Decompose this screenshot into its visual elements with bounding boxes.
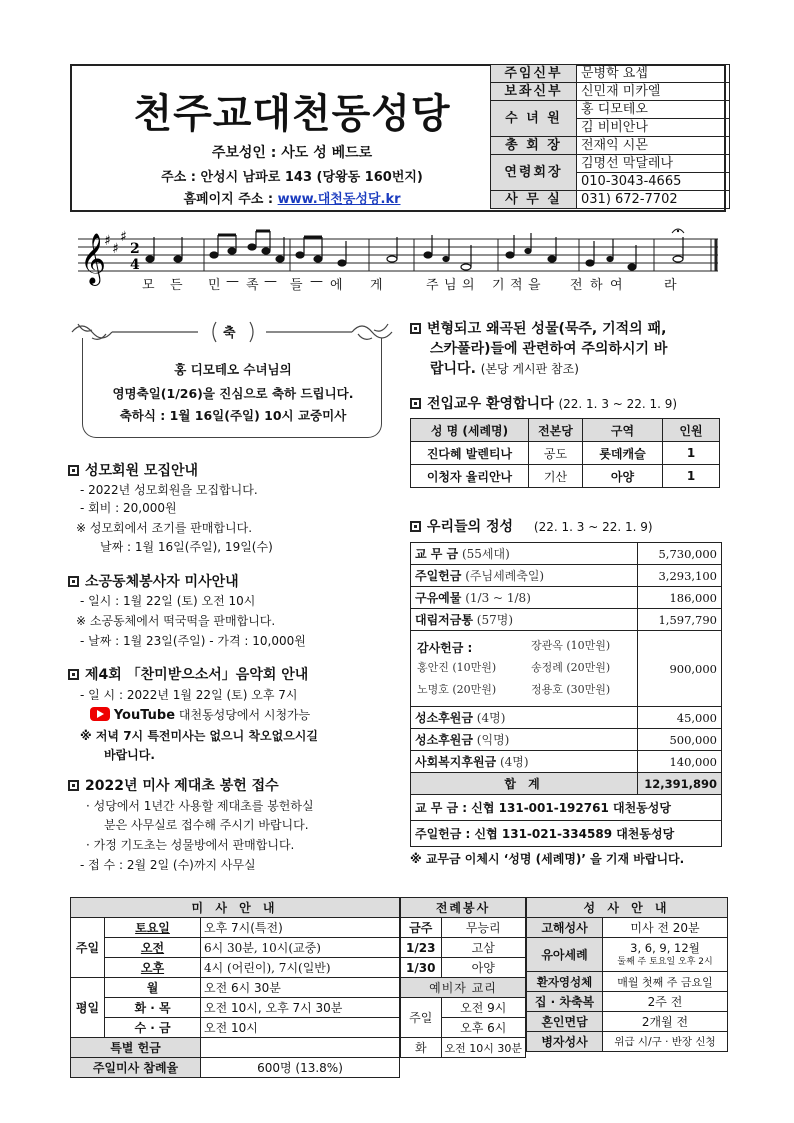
thanks-cell (411, 631, 638, 707)
table-row (411, 821, 722, 847)
offering-label-cell (411, 609, 638, 631)
offerings-period: (22. 1. 3 ~ 22. 1. 9) (533, 520, 653, 534)
sacrament-info: 3, 6, 9, 12월 (630, 940, 700, 955)
table-header: 전본당 (529, 419, 583, 442)
attendance-value: 600명 (13.8%) (201, 1058, 400, 1078)
treble-clef-icon: 𝄞 (80, 233, 107, 284)
table-cell: 기산 (529, 465, 583, 488)
offering-label: 교 무 금 (415, 547, 459, 561)
square-bullet-icon (68, 669, 79, 680)
square-bullet-icon (410, 323, 421, 334)
total-amount: 12,391,890 (638, 773, 722, 795)
table-row (411, 565, 722, 587)
table-row (411, 773, 722, 795)
section-concert (68, 664, 308, 684)
table-cell: 1 (663, 442, 720, 465)
mass-day: 화 · 목 (105, 998, 201, 1018)
altar-area: 고삼 (441, 938, 526, 958)
lyric-syllable: 기 (492, 278, 505, 293)
lyric-syllable: 을 (528, 278, 541, 293)
staff-role: 주임신부 (491, 65, 577, 83)
lyric-syllable: 라 (664, 278, 677, 293)
homepage (92, 188, 492, 207)
concert-note: ※ 저녁 7시 특전미사는 없으니 착오없으시길 (80, 729, 318, 743)
table-cell: 아양 (583, 465, 663, 488)
staff-role: 수 녀 원 (491, 101, 577, 137)
staff-phone: 010-3043-4665 (577, 173, 730, 191)
special-offering-value (201, 1038, 400, 1058)
altar-title: 전례봉사 (401, 898, 526, 918)
table-row (411, 587, 722, 609)
table-header: 성 명 (세례명) (411, 419, 529, 442)
catechist-day: 주일 (401, 998, 442, 1038)
section-title: 제4회 「찬미받으소서」음악회 안내 (85, 667, 309, 683)
catechist-title: 예비자 교리 (401, 978, 526, 998)
sacrament-name: 유아세례 (527, 938, 603, 972)
offering-label: 구유예물 (415, 591, 462, 605)
table-row (411, 465, 720, 488)
offering-sub: (4명) (499, 755, 529, 769)
list-item: - 2022년 성모회원을 모집합니다. (80, 483, 258, 497)
svg-text:4: 4 (130, 257, 140, 273)
sacrament-name: 환자영성체 (527, 972, 603, 992)
lyric-syllable: 적 (510, 278, 523, 293)
mass-time: 6시 30분, 10시(교중) (201, 938, 400, 958)
congrats-badge: 축 (223, 326, 236, 341)
svg-text:♯: ♯ (112, 241, 119, 257)
sacrament-name: 혼인면담 (527, 1012, 603, 1032)
offering-amount: 900,000 (638, 631, 722, 707)
offering-amount: 3,293,100 (638, 565, 722, 587)
table-row (411, 631, 722, 707)
svg-text:2: 2 (130, 241, 140, 257)
altar-service-table (400, 897, 526, 1058)
offering-sub: (55세대) (461, 547, 510, 561)
youtube-label: YouTube (113, 708, 176, 723)
offering-amount: 1,597,790 (638, 609, 722, 631)
special-offering-label: 특별 헌금 (71, 1038, 201, 1058)
square-bullet-icon (410, 521, 421, 532)
sacrament-info-sub: 둘째 주 토요일 오후 2시 (617, 956, 713, 967)
staff-name: 신민재 미카엘 (577, 83, 730, 101)
mass-time: 오전 10시 (201, 1018, 400, 1038)
catechist-time: 오전 9시 (441, 998, 526, 1018)
church-name: 천주교대천동성당 (133, 90, 451, 137)
account-info: 주일헌금 : 신협 131-021-334589 대천동성당 (411, 821, 722, 847)
staff-role: 연령회장 (491, 155, 577, 191)
table-row (411, 609, 722, 631)
congrats-line-1: 홍 디모테오 수녀님의 (174, 362, 292, 377)
lyric-syllable: — (226, 274, 239, 289)
table-header: 구역 (583, 419, 663, 442)
square-bullet-icon (68, 780, 79, 791)
lyric-syllable: 들 (290, 278, 303, 293)
section-title: 소공동체봉사자 미사안내 (85, 574, 239, 590)
sacrament-name: 고해성사 (527, 918, 603, 938)
table-row (411, 729, 722, 751)
table-cell: 진다혜 발렌티나 (411, 442, 529, 465)
list-item: - 날짜 : 1월 23일(주일) - 가격 : 10,000원 (80, 634, 306, 648)
lyric-syllable: 에 (330, 278, 343, 293)
staff-name: 문병학 요셉 (577, 65, 730, 83)
newcomers-period: (22. 1. 3 ~ 22. 1. 9) (558, 397, 678, 411)
newcomers-table (410, 418, 720, 488)
offering-label: 주일헌금 (415, 569, 462, 583)
offering-sub: (주님세례축일) (465, 569, 545, 583)
mass-time: 오전 10시, 오후 7시 30분 (201, 998, 400, 1018)
account-note: ※ 교무금 이체시 ‘성명 (세례명)’ 을 기재 바랍니다. (410, 852, 685, 866)
mass-time: 오후 7시(특전) (201, 918, 400, 938)
offering-label-cell (411, 587, 638, 609)
offering-label: 대림저금통 (415, 613, 473, 627)
list-item: 날짜 : 1월 16일(주일), 19일(수) (100, 540, 273, 554)
mass-day: 토요일 (105, 918, 201, 938)
mass-title: 미 사 안 내 (71, 898, 400, 918)
list-item: · 성당에서 1년간 사용할 제대초를 봉헌하실 (86, 799, 314, 813)
section-newcomers (410, 393, 677, 413)
mass-time: 4시 (어린이), 7시(일반) (201, 958, 400, 978)
donor-name: 홍안진 (10만원) (417, 661, 497, 674)
staff-name: 김명선 막달레나 (577, 155, 730, 173)
congrats-line-3: 축하식 : 1월 16일(주일) 10시 교중미사 (119, 408, 347, 423)
list-item: - 일 시 : 2022년 1월 22일 (토) 오후 7시 (80, 688, 298, 702)
table-cell: 공도 (529, 442, 583, 465)
donor-name: 정용호 (30만원) (531, 683, 611, 696)
office-phone: 031) 672-7702 (577, 191, 730, 209)
sacrament-name: 병자성사 (527, 1032, 603, 1052)
section-title: 2022년 미사 제대초 봉헌 접수 (85, 778, 279, 794)
list-item: ※ 성모회에서 조기를 판매합니다. (76, 521, 253, 535)
mass-time: 오전 6시 30분 (201, 978, 400, 998)
table-row (411, 543, 722, 565)
svg-text:♯: ♯ (104, 233, 111, 249)
offering-sub: (4명) (476, 711, 506, 725)
section-offerings (410, 516, 653, 536)
total-label: 합 계 (411, 773, 638, 795)
mass-day: 수 · 금 (105, 1018, 201, 1038)
sacrament-info: 2개월 전 (603, 1012, 728, 1032)
altar-date: 1/23 (401, 938, 442, 958)
offering-amount: 5,730,000 (638, 543, 722, 565)
lyric-syllable: 족 (246, 278, 259, 293)
donor-name: 노명호 (20만원) (417, 683, 497, 696)
patron-saint: 주보성인 : 사도 성 베드로 (211, 145, 373, 161)
mass-day: 오후 (105, 958, 201, 978)
sacrament-info: 위급 시/구 · 반장 신청 (603, 1032, 728, 1052)
staff-name: 김 비비안나 (577, 119, 730, 137)
mass-day: 월 (105, 978, 201, 998)
offering-amount: 45,000 (638, 707, 722, 729)
staff-name: 홍 디모테오 (577, 101, 730, 119)
warning-line-3 (430, 358, 579, 378)
offering-label-cell (411, 751, 638, 773)
offering-label: 사회복지후원금 (415, 755, 497, 769)
offering-label: 성소후원금 (415, 711, 473, 725)
section-title: 전입교우 환영합니다 (427, 396, 554, 412)
table-header: 인원 (663, 419, 720, 442)
sacrament-info: 2주 전 (603, 992, 728, 1012)
offering-sub: (1/3 ~ 1/8) (465, 591, 531, 605)
catechist-day: 화 (401, 1038, 442, 1058)
staff-role: 사 무 실 (491, 191, 577, 209)
warning-sub: (본당 게시판 참조) (480, 362, 579, 376)
mass-weekday-label: 평일 (71, 978, 105, 1038)
lyric-syllable: 든 (170, 278, 183, 293)
sacraments-table (526, 897, 728, 1052)
offering-label-cell (411, 707, 638, 729)
lyric-syllable: 님 (444, 278, 457, 293)
warning-text: 랍니다. (430, 361, 476, 377)
list-item: - 일시 : 1월 22일 (토) 오전 10시 (80, 594, 256, 608)
section-warning (410, 318, 666, 338)
list-item: - 접 수 : 2월 2일 (수)까지 사무실 (80, 858, 256, 872)
congrats-line-2: 영명축일(1/26)을 진심으로 축하 드립니다. (112, 386, 354, 401)
catechist-time: 오후 6시 (441, 1018, 526, 1038)
mass-day: 오전 (105, 938, 201, 958)
list-item: 분은 사무실로 접수해 주시기 바랍니다. (104, 818, 309, 832)
sacrament-info: 매월 첫째 주 금요일 (603, 972, 728, 992)
table-cell: 1 (663, 465, 720, 488)
lyric-syllable: — (310, 274, 323, 289)
address: 주소 : 안성시 남파로 143 (당왕동 160번지) (161, 170, 423, 185)
table-row (411, 707, 722, 729)
catechist-time: 오전 10시 30분 (441, 1038, 526, 1058)
homepage-link[interactable]: www.대천동성당.kr (277, 192, 401, 207)
donor-name: 송정례 (20만원) (531, 661, 611, 674)
account-info: 교 무 금 : 신협 131-001-192761 대천동성당 (411, 795, 722, 821)
mass-sunday-label: 주일 (71, 918, 105, 978)
offering-label: 성소후원금 (415, 733, 473, 747)
sacrament-name: 집 · 차축복 (527, 992, 603, 1012)
concert-note: 바랍니다. (104, 748, 155, 762)
lyric-syllable: 모 (142, 278, 155, 293)
list-item: ※ 소공동체에서 떡국떡을 판매합니다. (76, 614, 276, 628)
list-item: · 가정 기도초는 성물방에서 판매합니다. (86, 838, 295, 852)
staff-role: 보좌신부 (491, 83, 577, 101)
lyric-syllable: 하 (590, 278, 603, 293)
staff-role: 총 회 장 (491, 137, 577, 155)
section-title: 변형되고 왜곡된 성물(묵주, 기적의 패, (427, 321, 667, 337)
thanks-label: 감사헌금 : (417, 641, 473, 655)
staff-table (490, 64, 730, 209)
section-title: 우리들의 정성 (427, 519, 514, 535)
lyric-syllable: 게 (370, 278, 383, 293)
table-row (411, 795, 722, 821)
altar-area: 무능리 (441, 918, 526, 938)
homepage-label: 홈페이지 주소 : (183, 192, 278, 207)
lyric-syllable: 주 (426, 278, 439, 293)
sacrament-info-cell (603, 938, 728, 972)
altar-date: 1/30 (401, 958, 442, 978)
congrats-panel (68, 318, 398, 440)
lyric-syllable: 여 (610, 278, 623, 293)
offering-sub: (익명) (476, 733, 510, 747)
offering-label-cell (411, 565, 638, 587)
youtube-text: 대천동성당에서 시청가능 (178, 708, 311, 722)
table-row (411, 442, 720, 465)
section-mothers-club (68, 460, 198, 480)
table-row (411, 751, 722, 773)
youtube-icon (90, 707, 110, 721)
header-box (70, 64, 726, 212)
offering-label-cell (411, 543, 638, 565)
lyric-syllable: 민 (208, 278, 221, 293)
offering-label-cell (411, 729, 638, 751)
mass-schedule-table (70, 897, 400, 1078)
warning-line-2: 스카풀라)들에 관련하여 주의하시기 바 (430, 341, 668, 357)
square-bullet-icon (68, 576, 79, 587)
table-cell: 이청자 율리안나 (411, 465, 529, 488)
lyric-syllable: 의 (462, 278, 475, 293)
section-altar-candle (68, 775, 279, 795)
square-bullet-icon (68, 465, 79, 476)
donor-name: 장관옥 (10만원) (531, 639, 611, 652)
offerings-table (410, 542, 722, 847)
offering-amount: 140,000 (638, 751, 722, 773)
altar-area: 아양 (441, 958, 526, 978)
sacrament-info: 미사 전 20분 (603, 918, 728, 938)
offering-sub: (57명) (476, 613, 514, 627)
offering-amount: 500,000 (638, 729, 722, 751)
section-small-community (68, 571, 239, 591)
svg-text:♯: ♯ (120, 229, 127, 245)
sacraments-title: 성 사 안 내 (527, 898, 728, 918)
attendance-label: 주일미사 참례율 (71, 1058, 201, 1078)
section-title: 성모회원 모집안내 (85, 463, 199, 479)
table-cell: 롯데캐슬 (583, 442, 663, 465)
square-bullet-icon (410, 398, 421, 409)
offering-amount: 186,000 (638, 587, 722, 609)
lyric-syllable: — (264, 274, 277, 289)
staff-name: 전재익 시몬 (577, 137, 730, 155)
altar-date: 금주 (401, 918, 442, 938)
youtube-row (90, 706, 310, 723)
lyric-syllable: 전 (570, 278, 583, 293)
list-item: - 회비 : 20,000원 (80, 501, 177, 515)
